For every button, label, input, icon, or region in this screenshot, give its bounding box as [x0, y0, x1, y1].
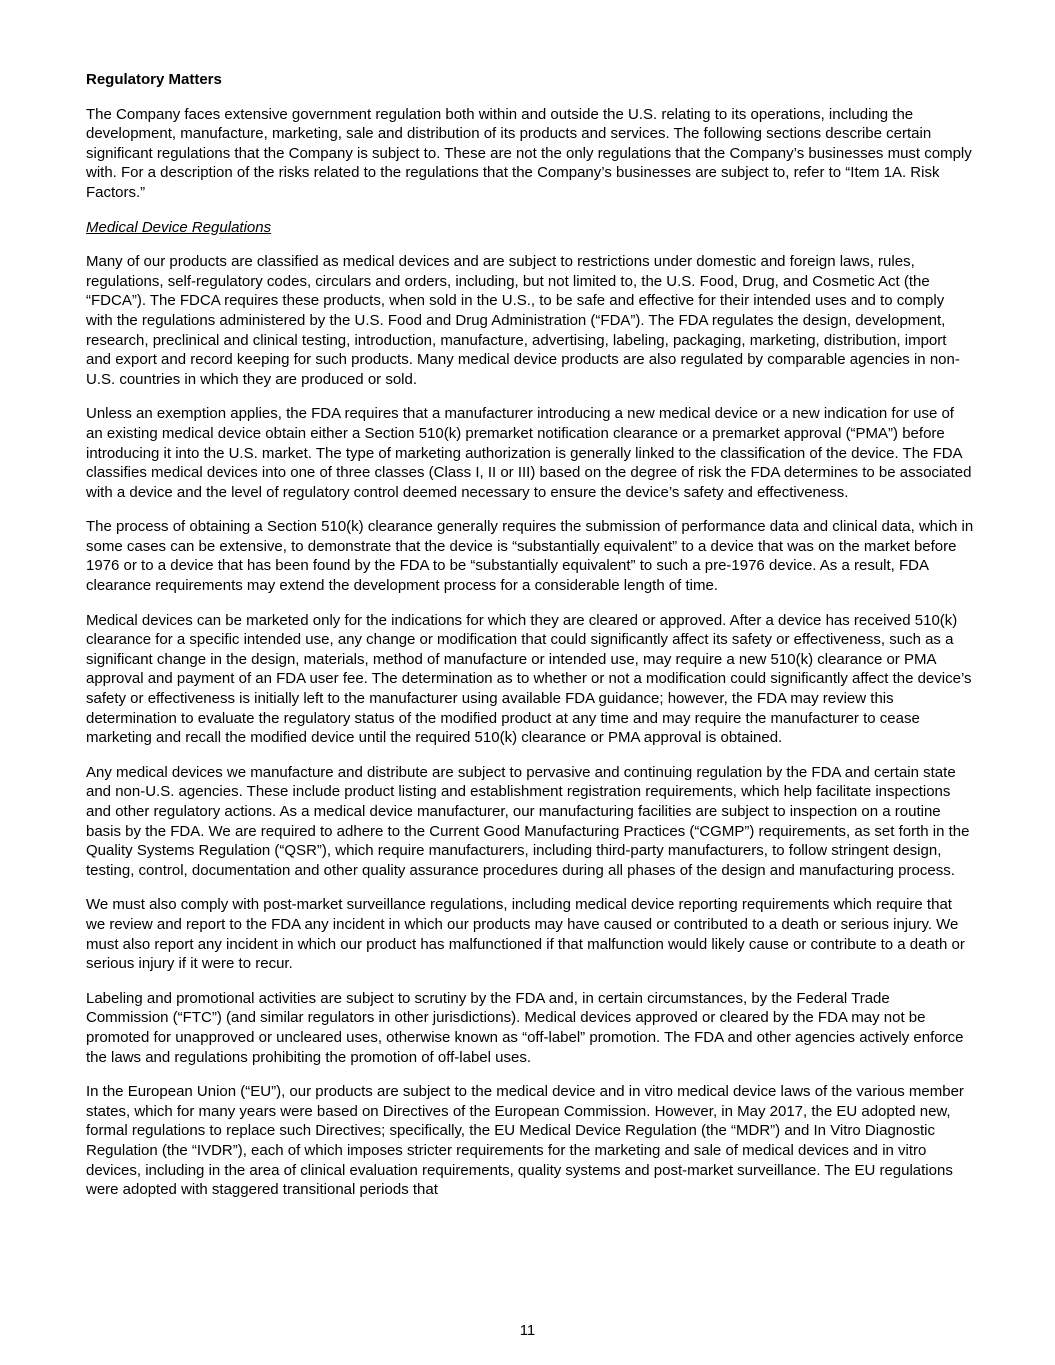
paragraph-510k-process: The process of obtaining a Section 510(k) clearance generally requires the submission of performance data and clinical data, which in some cases can be extensive, to demonstrate that the device is “substantially equivalent” to a device that was on the market before 1976 or to a device that has been found by the FDA to be “substantially equivalent” to such a pre-1976 device. As a result, FDA clearance requirements may extend the development process for a considerable length of time. [86, 518, 974, 595]
intro-paragraph: The Company faces extensive government regulation both within and outside the U.S. relating to its operations, including the development, manufacture, marketing, sale and distribution of its products and services. The following sections describe certain significant regulations that the Company is subject to. These are not the only regulations that the Company’s businesses must comply with. For a description of the risks related to the regulations that the Company’s businesses are subject to, refer to “Item 1A. Risk Factors.” [86, 105, 972, 201]
document-page [86, 70, 974, 1215]
section-heading: Regulatory Matters [86, 71, 222, 88]
paragraph-labeling-promotion: Labeling and promotional activities are subject to scrutiny by the FDA and, in certain circumstances, by the Federal Trade Commission (“FTC”) (and similar regulators in other jurisdictions). Medical devices approved or cleared by the FDA may not be promoted for unapproved or uncleared uses, otherwise known as “off-label” promotion. The FDA and other agencies actively enforce the laws and regulations prohibiting the promotion of off-label uses. [86, 989, 964, 1066]
paragraph-510k-pma: Unless an exemption applies, the FDA requires that a manufacturer introducing a new medical device or a new indication for use of an existing medical device obtain either a Section 510(k) premarket notification clearance or a premarket approval (“PMA”) before introducing it into the U.S. market. The type of marketing authorization is generally linked to the classification of the device. The FDA classifies medical devices into one of three classes (Class I, II or III) based on the degree of risk the FDA determines to be associated with a device and the level of regulatory control deemed necessary to ensure the device’s safety and effectiveness. [86, 405, 972, 501]
paragraph-device-classification: Many of our products are classified as medical devices and are subject to restrictions under domestic and foreign laws, rules, regulations, self-regulatory codes, circulars and orders, including, but not limited to, the U.S. Food, Drug, and Cosmetic Act (the “FDCA”). The FDCA requires these products, when sold in the U.S., to be safe and effective for their intended uses and to comply with the regulations administered by the U.S. Food and Drug Administration (“FDA”). The FDA regulates the design, development, research, preclinical and clinical testing, introduction, manufacture, advertising, labeling, packaging, marketing, distribution, import and export and record keeping for such products. Many medical device products are also regulated by comparable agencies in non-U.S. countries in which they are produced or sold. [86, 253, 960, 388]
paragraph-eu-regulation: In the European Union (“EU”), our products are subject to the medical device and in vitro medical device laws of the various member states, which for many years were based on Directives of the European Commission. However, in May 2017, the EU adopted new, formal regulations to replace such Directives; specifically, the EU Medical Device Regulation (the “MDR”) and In Vitro Diagnostic Regulation (the “IVDR”), each of which imposes stricter requirements for the marketing and sale of medical devices and in vitro devices, including in the area of clinical evaluation requirements, quality systems and post-market surveillance. The EU regulations were adopted with staggered transitional periods that [86, 1083, 964, 1199]
subsection-heading: Medical Device Regulations [86, 218, 272, 236]
paragraph-continuing-regulation: Any medical devices we manufacture and distribute are subject to pervasive and continuing regulation by the FDA and certain state and non-U.S. agencies. These include product listing and establishment registration requirements, which help facilitate inspections and other regulatory actions. As a medical device manufacturer, our manufacturing facilities are subject to inspection on a routine basis by the FDA. We are required to adhere to the Current Good Manufacturing Practices (“CGMP”) requirements, as set forth in the Quality Systems Regulation (“QSR”), which require manufacturers, including third-party manufacturers, to follow stringent design, testing, control, documentation and other quality assurance procedures during all phases of the design and manufacturing process. [86, 763, 970, 879]
paragraph-post-market: We must also comply with post-market surveillance regulations, including medical device reporting requirements which require that we review and report to the FDA any incident in which our products may have caused or contributed to a death or serious injury. We must also report any incident in which our product has malfunctioned if that malfunction would likely cause or contribute to a death or serious injury if it were to recur. [86, 896, 965, 973]
page-number: 11 [519, 1322, 536, 1339]
paragraph-marketing-indications: Medical devices can be marketed only for the indications for which they are cleared or approved. After a device has received 510(k) clearance for a specific intended use, any change or modification that could significantly affect its safety or effectiveness, such as a significant change in the design, materials, method of manufacture or intended use, may require a new 510(k) clearance or PMA approval and payment of an FDA user fee. The determination as to whether or not a modification could significantly affect the device’s safety or effectiveness is initially left to the manufacturer using available FDA guidance; however, the FDA may review this determination to evaluate the regulatory status of the modified product at any time and may require the manufacturer to cease marketing and recall the modified device until the required 510(k) clearance or PMA approval is obtained. [86, 611, 972, 747]
